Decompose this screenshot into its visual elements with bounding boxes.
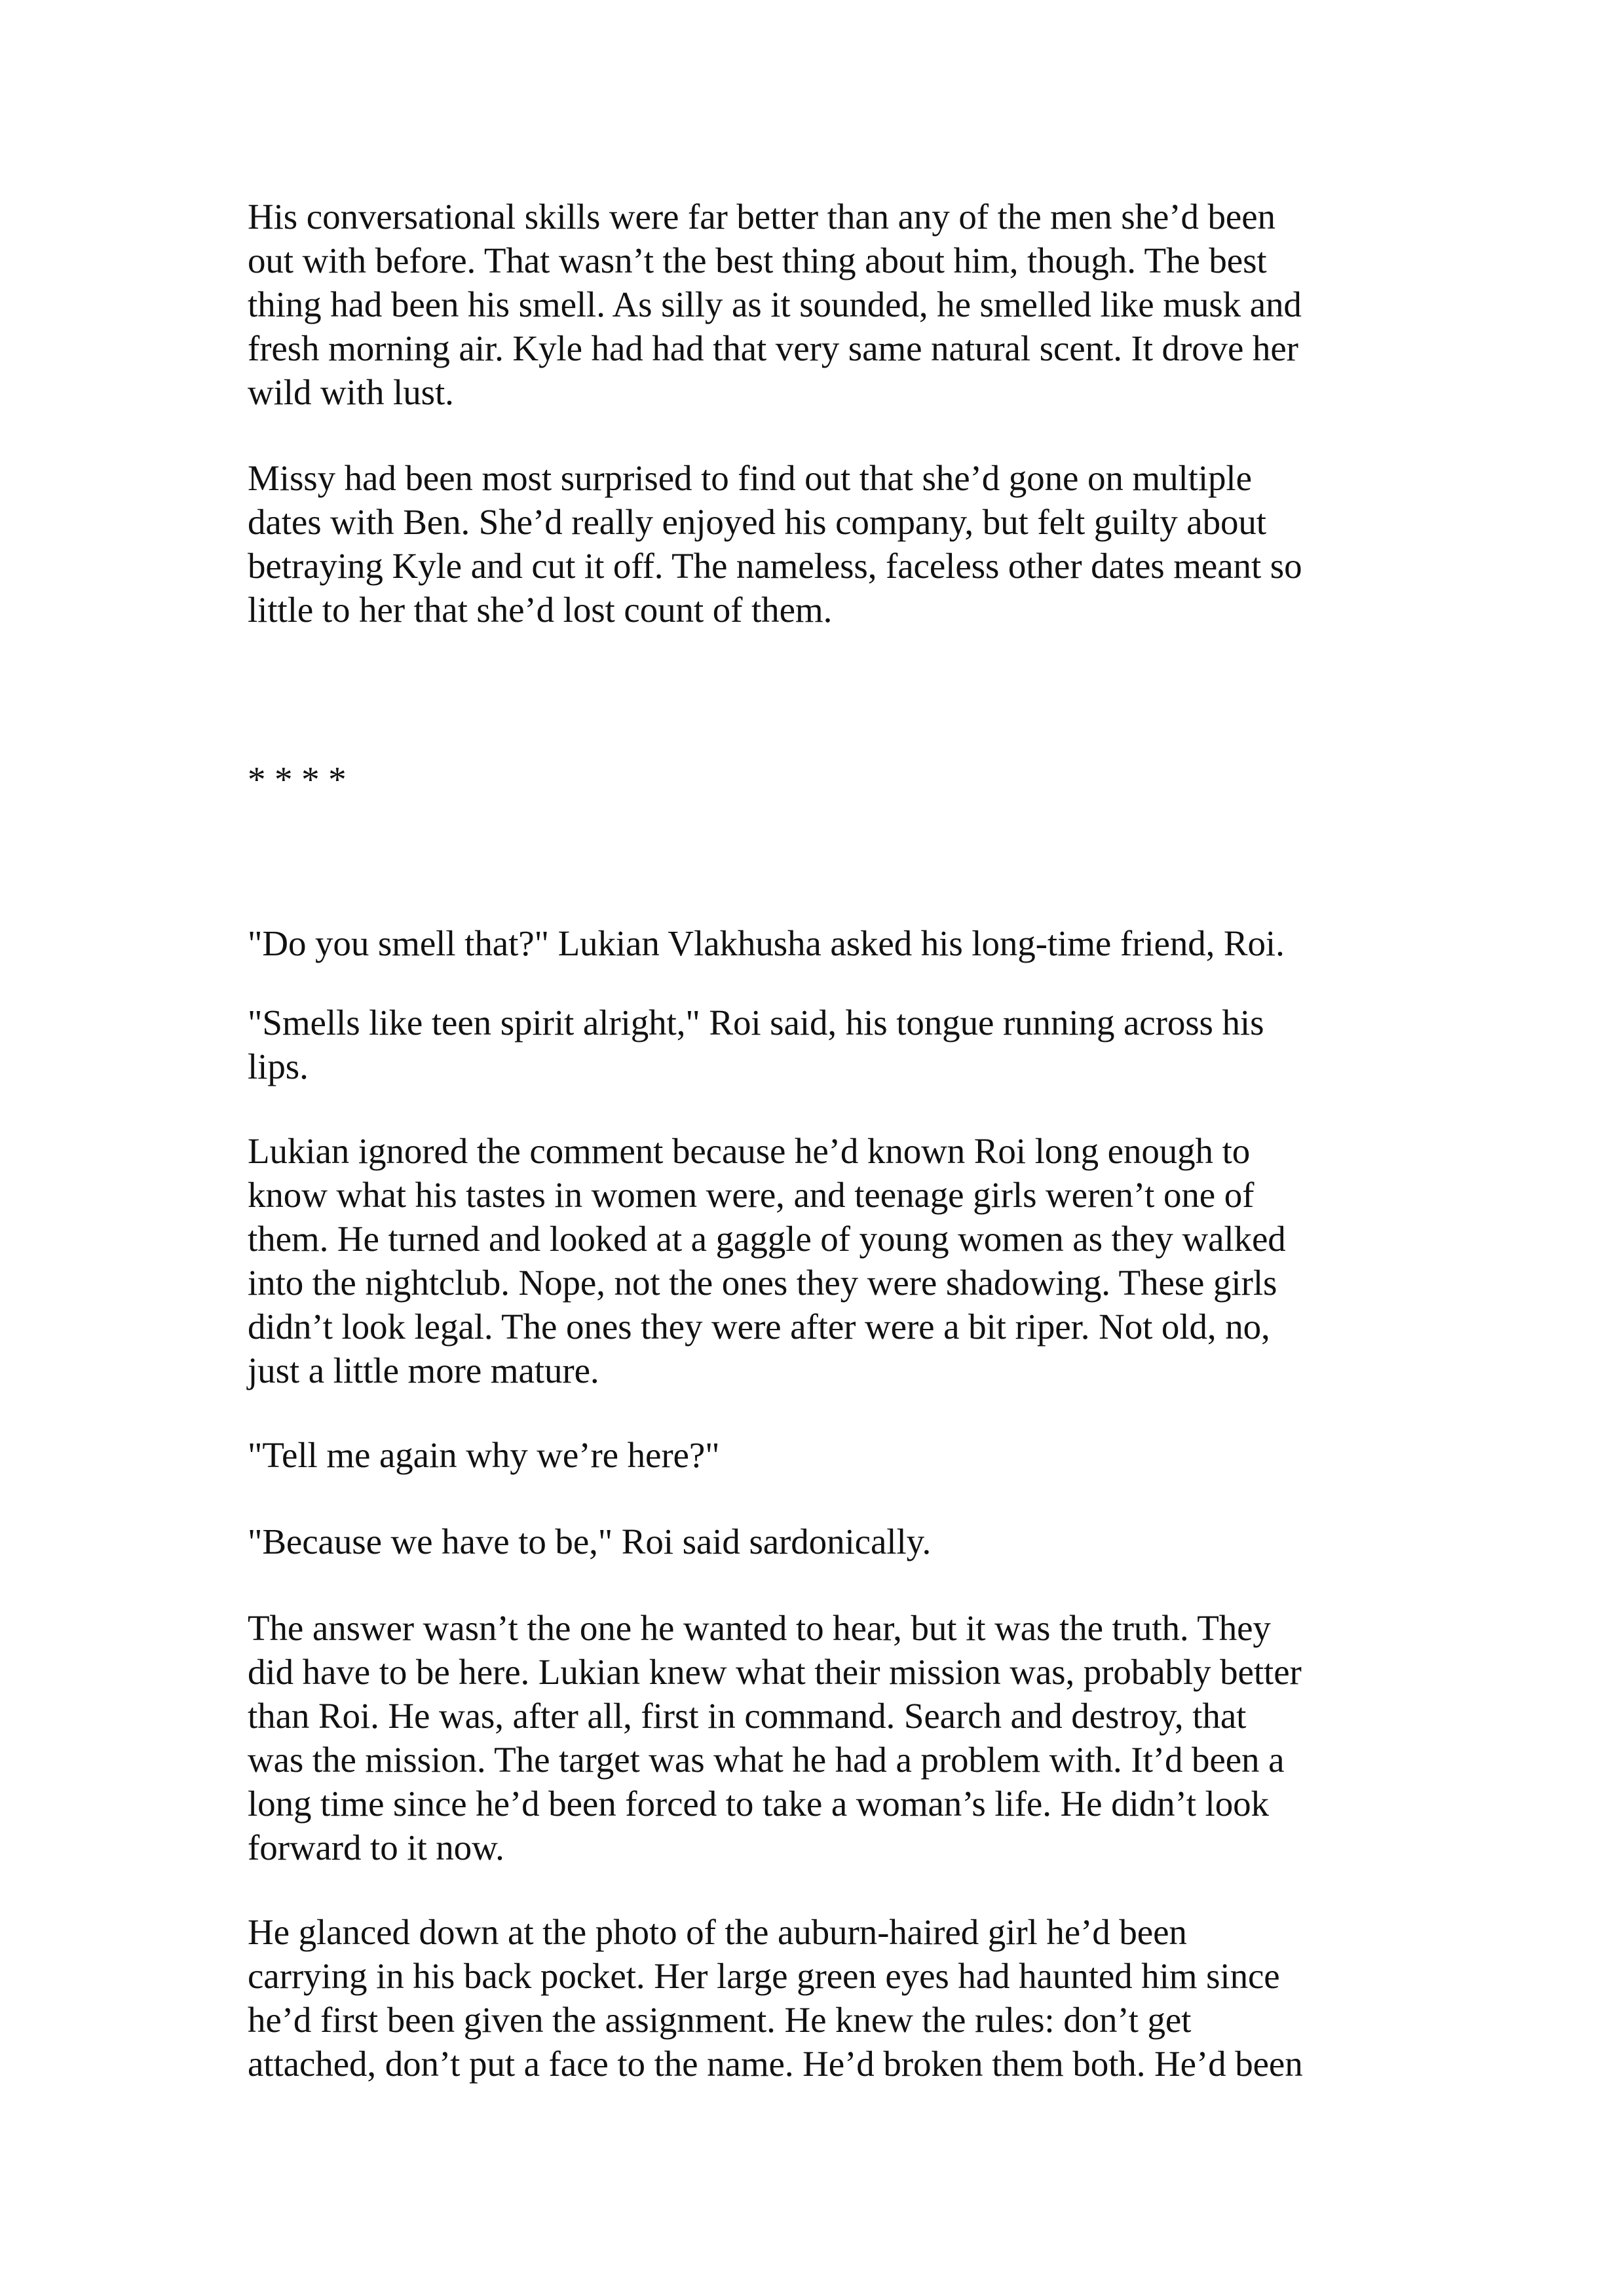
text-line: carrying in his back pocket. Her large green eyes had haunted him since <box>248 1956 1280 1996</box>
text-line: lips. <box>248 1046 309 1086</box>
text-line: out with before. That wasn’t the best thing about him, though. The best <box>248 240 1267 280</box>
text-line: he’d first been given the assignment. He knew the rules: don’t get <box>248 2000 1192 2040</box>
text-line: dates with Ben. She’d really enjoyed his company, but felt guilty about <box>248 502 1266 542</box>
paragraph <box>248 921 1401 965</box>
text-line: didn’t look legal. The ones they were after were a bit riper. Not old, no, <box>248 1307 1270 1347</box>
paragraph <box>248 456 1401 632</box>
paragraph <box>248 1910 1401 2086</box>
text-line: them. He turned and looked at a gaggle of young women as they walked <box>248 1219 1286 1259</box>
text-line: just a little more mature. <box>248 1350 599 1390</box>
text-line: The answer wasn’t the one he wanted to hear, but it was the truth. They <box>248 1608 1271 1648</box>
text-line: was the mission. The target was what he had a problem with. It’d been a <box>248 1740 1285 1780</box>
text-line: betraying Kyle and cut it off. The nameless, faceless other dates meant so <box>248 546 1302 586</box>
text-line: little to her that she’d lost count of them. <box>248 590 833 630</box>
text-line: forward to it now. <box>248 1827 504 1867</box>
text-line: "Tell me again why we’re here?" <box>248 1435 720 1475</box>
text-line: His conversational skills were far better than any of the men she’d been <box>248 197 1275 237</box>
scene-break <box>248 757 1401 801</box>
paragraph <box>248 1520 1401 1563</box>
text-line: than Roi. He was, after all, first in command. Search and destroy, that <box>248 1696 1247 1736</box>
paragraph <box>248 1001 1401 1088</box>
text-line: Missy had been most surprised to find out that she’d gone on multiple <box>248 458 1252 498</box>
paragraph <box>248 1129 1401 1392</box>
text-line: thing had been his smell. As silly as it sounded, he smelled like musk and <box>248 284 1302 324</box>
text-line: attached, don’t put a face to the name. He’d broken them both. He’d been <box>248 2044 1303 2084</box>
text-line: "Do you smell that?" Lukian Vlakhusha asked his long-time friend, Roi. <box>248 923 1285 963</box>
text-line: He glanced down at the photo of the auburn-haired girl he’d been <box>248 1912 1187 1952</box>
text-line: into the nightclub. Nope, not the ones they were shadowing. These girls <box>248 1263 1277 1303</box>
paragraph <box>248 195 1401 414</box>
text-line: Lukian ignored the comment because he’d known Roi long enough to <box>248 1131 1251 1171</box>
text-line: long time since he’d been forced to take a woman’s life. He didn’t look <box>248 1784 1269 1824</box>
text-line: know what his tastes in women were, and teenage girls weren’t one of <box>248 1175 1255 1215</box>
scene-break-asterisks: * * * * <box>248 759 347 799</box>
text-line: wild with lust. <box>248 372 454 412</box>
text-line: did have to be here. Lukian knew what their mission was, probably better <box>248 1652 1302 1692</box>
paragraph <box>248 1606 1401 1869</box>
text-line: fresh morning air. Kyle had had that very same natural scent. It drove her <box>248 328 1298 368</box>
text-line: "Because we have to be," Roi said sardonically. <box>248 1521 932 1561</box>
text-line: "Smells like teen spirit alright," Roi said, his tongue running across his <box>248 1003 1264 1043</box>
paragraph <box>248 1433 1401 1477</box>
